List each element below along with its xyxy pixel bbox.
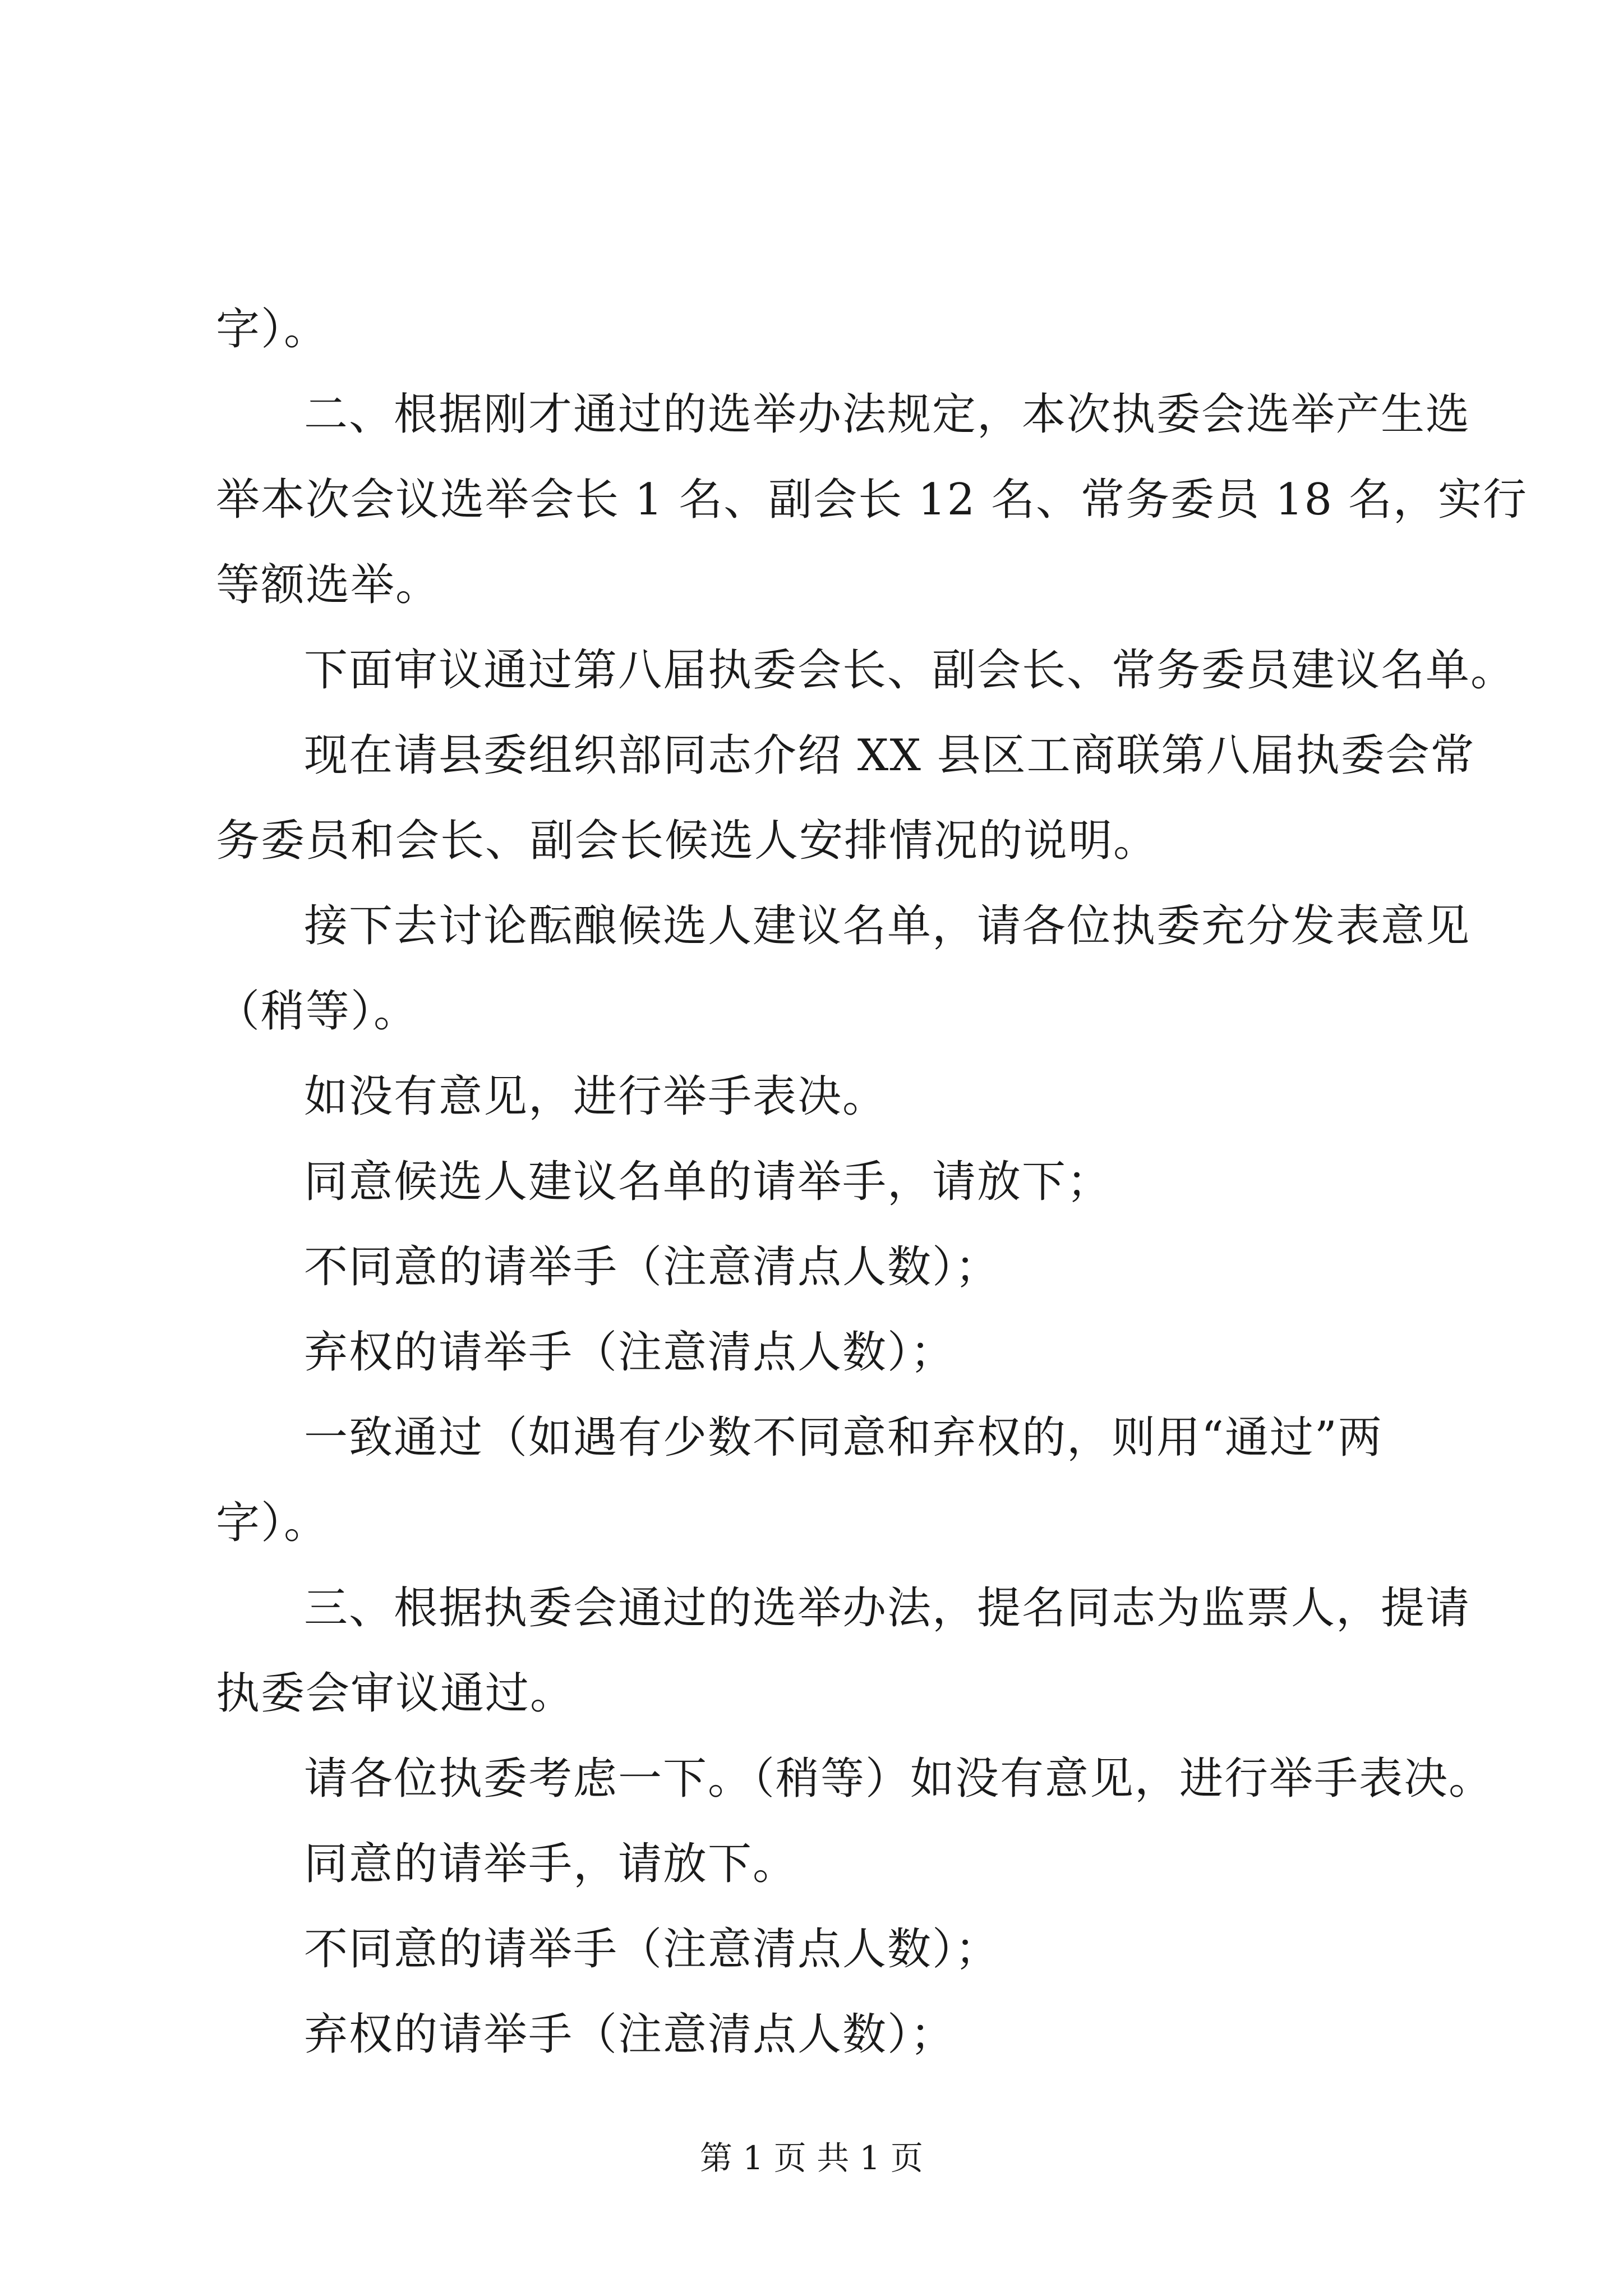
page-footer: 第 1 页 共 1 页 [700,2139,923,2177]
text-line-4: 等额选举。 [216,560,441,610]
text-line-11: 同意候选人建议名单的请举手，请放下； [304,1157,1112,1207]
text-line-8: 接下去讨论酝酿候选人建议名单，请各位执委充分发表意见 [304,901,1471,951]
text-line-9: （稍等）。 [216,986,419,1037]
text-line-13: 弃权的请举手（注意清点人数）； [304,1327,956,1378]
text-line-17: 执委会审议通过。 [216,1668,575,1719]
text-line-10: 如没有意见，进行举手表决。 [304,1071,888,1122]
text-line-6: 现在请县委组织部同志介绍 XX 县区工商联第八届执委会常 [304,730,1476,781]
text-line-12: 不同意的请举手（注意清点人数）； [304,1242,1000,1292]
text-line-16: 三、根据执委会通过的选举办法，提名同志为监票人，提请 [304,1583,1471,1634]
text-line-20: 不同意的请举手（注意清点人数）； [304,1924,1000,1975]
text-line-15: 字）。 [216,1498,329,1548]
text-line-21: 弃权的请举手（注意清点人数）； [304,2009,956,2060]
text-line-2: 二、根据刚才通过的选举办法规定，本次执委会选举产生选 [304,389,1471,440]
text-line-5: 下面审议通过第八届执委会长、副会长、常务委员建议名单。 [304,645,1516,696]
text-line-14: 一致通过（如遇有少数不同意和弃权的，则用“通过”两 [304,1412,1383,1463]
text-line-18: 请各位执委考虑一下。（稍等）如没有意见，进行举手表决。 [304,1754,1494,1804]
text-line-3: 举本次会议选举会长 1 名、副会长 12 名、常务委员 18 名，实行 [216,475,1528,525]
text-line-1: 字）。 [216,304,329,355]
text-line-7: 务委员和会长、副会长候选人安排情况的说明。 [216,816,1159,866]
text-line-19: 同意的请举手，请放下。 [304,1839,798,1889]
